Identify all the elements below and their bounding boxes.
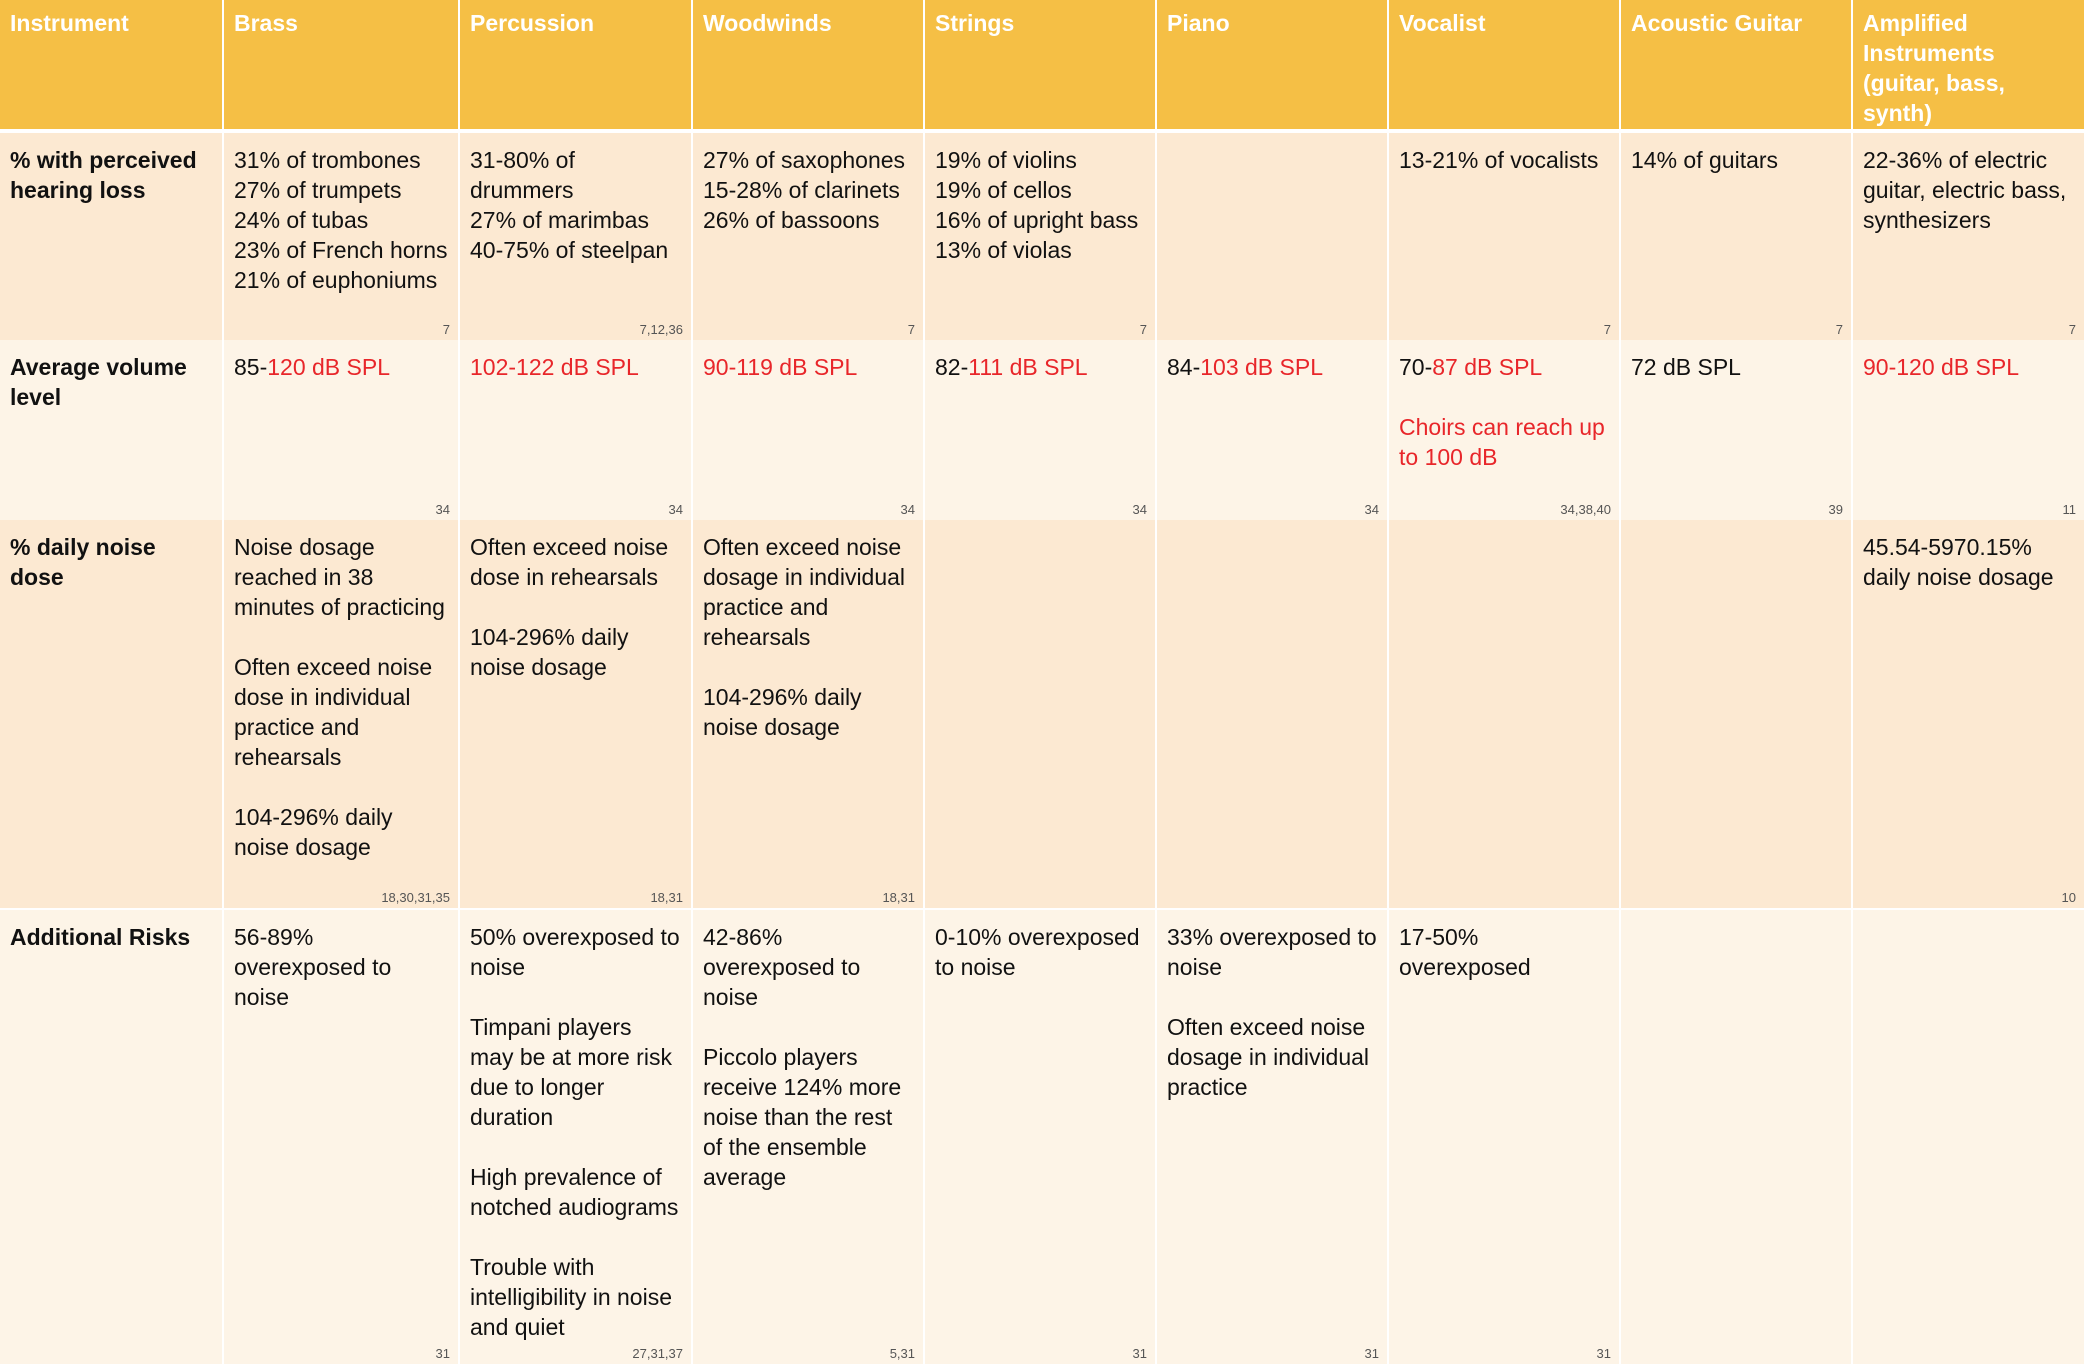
reference-number: 27,31,37 xyxy=(632,1346,683,1361)
risks-woodwinds-cell xyxy=(693,908,923,1364)
risks-strings-text: 0-10% overexposed to noise xyxy=(935,924,1140,980)
hearing-brass-line: 21% of euphoniums xyxy=(234,267,438,293)
row-label-daily-noise-dose: % daily noise dose xyxy=(0,520,222,908)
hearing-percussion-line: 31-80% of drummers xyxy=(470,147,575,203)
volume-amplified-value: 90-120 dB SPL xyxy=(1863,354,2020,380)
volume-vocalist-range xyxy=(1399,352,1609,382)
volume-brass-low: 85- xyxy=(234,354,268,380)
reference-number: 11 xyxy=(2062,502,2076,517)
hearing-woodwinds-line: 26% of bassoons xyxy=(703,207,880,233)
hearing-brass-line: 23% of French horns xyxy=(234,237,448,263)
reference-number: 34 xyxy=(1364,502,1379,517)
row-label-hearing-loss: % with perceived hearing loss xyxy=(0,133,222,340)
reference-number: 18,31 xyxy=(650,890,683,905)
reference-number: 7,12,36 xyxy=(639,322,683,337)
risks-percussion-para: High prevalence of notched audiograms xyxy=(470,1164,679,1220)
dose-piano-cell xyxy=(1157,520,1387,908)
volume-brass-cell xyxy=(224,340,458,520)
reference-number: 31 xyxy=(1132,1346,1147,1361)
risks-piano-para: 33% overexposed to noise xyxy=(1167,924,1377,980)
risks-percussion-para: Timpani players may be at more risk due to longer duration xyxy=(470,1014,672,1130)
risks-piano-cell xyxy=(1157,908,1387,1364)
hearing-woodwinds-line: 15-28% of clarinets xyxy=(703,177,900,203)
volume-piano-high: 103 dB SPL xyxy=(1200,354,1324,380)
risks-vocalist-cell xyxy=(1389,908,1619,1364)
dose-percussion-cell xyxy=(460,520,691,908)
risks-brass-cell xyxy=(224,908,458,1364)
header-vocalist: Vocalist xyxy=(1389,0,1619,133)
reference-number: 18,30,31,35 xyxy=(381,890,450,905)
risks-percussion-para: Trouble with intelligibility in noise and quiet xyxy=(470,1254,672,1340)
volume-woodwinds-value: 90-119 dB SPL xyxy=(703,354,858,380)
hearing-piano-cell xyxy=(1157,133,1387,340)
reference-number: 10 xyxy=(2061,890,2076,905)
volume-amplified-cell xyxy=(1853,340,2084,520)
dose-brass-para: 104-296% daily noise dosage xyxy=(234,804,393,860)
risks-woodwinds-para: Piccolo players receive 124% more noise than the rest of the ensemble average xyxy=(703,1044,902,1190)
header-acoustic-guitar: Acoustic Guitar xyxy=(1621,0,1851,133)
volume-vocalist-cell xyxy=(1389,340,1619,520)
volume-vocalist-high: 87 dB SPL xyxy=(1432,354,1543,380)
reference-number: 5,31 xyxy=(889,1346,915,1361)
hearing-vocalist-text: 13-21% of vocalists xyxy=(1399,147,1599,173)
reference-number: 7 xyxy=(1603,322,1611,337)
hearing-amplified-cell xyxy=(1853,133,2084,340)
volume-woodwinds-cell xyxy=(693,340,923,520)
volume-piano-cell xyxy=(1157,340,1387,520)
risks-amplified-cell xyxy=(1853,908,2084,1364)
volume-guitar-cell xyxy=(1621,340,1851,520)
dose-woodwinds-para: 104-296% daily noise dosage xyxy=(703,684,862,740)
reference-number: 7 xyxy=(442,322,450,337)
dose-strings-cell xyxy=(925,520,1155,908)
header-piano: Piano xyxy=(1157,0,1387,133)
header-percussion: Percussion xyxy=(460,0,691,133)
volume-strings-low: 82- xyxy=(935,354,969,380)
volume-strings-high: 111 dB SPL xyxy=(968,354,1088,380)
hearing-strings-line: 13% of violas xyxy=(935,237,1072,263)
dose-brass-para: Noise dosage reached in 38 minutes of practicing xyxy=(234,534,445,620)
reference-number: 31 xyxy=(1596,1346,1611,1361)
row-label-average-volume: Average volume level xyxy=(0,340,222,520)
reference-number: 7 xyxy=(2068,322,2076,337)
reference-number: 34 xyxy=(900,502,915,517)
reference-number: 18,31 xyxy=(882,890,915,905)
volume-strings-cell xyxy=(925,340,1155,520)
dose-percussion-para: 104-296% daily noise dosage xyxy=(470,624,629,680)
dose-brass-cell xyxy=(224,520,458,908)
dose-percussion-para: Often exceed noise dose in rehearsals xyxy=(470,534,669,590)
volume-vocalist-note: Choirs can reach up to 100 dB xyxy=(1399,414,1605,470)
reference-number: 7 xyxy=(1139,322,1147,337)
header-instrument: Instrument xyxy=(0,0,222,133)
reference-number: 34,38,40 xyxy=(1560,502,1611,517)
risks-guitar-cell xyxy=(1621,908,1851,1364)
dose-brass-para: Often exceed noise dose in individual practice and rehearsals xyxy=(234,654,433,770)
risks-brass-text: 56-89% overexposed to noise xyxy=(234,924,392,1010)
hearing-brass-line: 31% of trombones xyxy=(234,147,421,173)
reference-number: 7 xyxy=(1835,322,1843,337)
hearing-strings-line: 19% of violins xyxy=(935,147,1077,173)
risks-percussion-para: 50% overexposed to noise xyxy=(470,924,680,980)
hearing-amplified-text: 22-36% of electric guitar, electric bass, synthesizers xyxy=(1863,147,2067,233)
hearing-brass-line: 27% of trumpets xyxy=(234,177,402,203)
volume-percussion-value: 102-122 dB SPL xyxy=(470,354,639,380)
hearing-percussion-line: 27% of marimbas xyxy=(470,207,649,233)
risks-strings-cell xyxy=(925,908,1155,1364)
volume-piano-low: 84- xyxy=(1167,354,1201,380)
dose-guitar-cell xyxy=(1621,520,1851,908)
reference-number: 31 xyxy=(1364,1346,1379,1361)
header-strings: Strings xyxy=(925,0,1155,133)
row-label-additional-risks: Additional Risks xyxy=(0,908,222,1364)
dose-vocalist-cell xyxy=(1389,520,1619,908)
volume-vocalist-low: 70- xyxy=(1399,354,1433,380)
reference-number: 7 xyxy=(907,322,915,337)
hearing-strings-line: 16% of upright bass xyxy=(935,207,1139,233)
header-amplified: Amplified Instruments (guitar, bass, synth) xyxy=(1853,0,2084,133)
hearing-percussion-cell xyxy=(460,133,691,340)
hearing-guitar-cell xyxy=(1621,133,1851,340)
volume-brass-high: 120 dB SPL xyxy=(267,354,391,380)
header-woodwinds: Woodwinds xyxy=(693,0,923,133)
risks-woodwinds-para: 42-86% overexposed to noise xyxy=(703,924,861,1010)
hearing-brass-cell xyxy=(224,133,458,340)
reference-number: 31 xyxy=(435,1346,450,1361)
volume-guitar-value: 72 dB SPL xyxy=(1631,354,1741,380)
reference-number: 34 xyxy=(435,502,450,517)
risks-percussion-cell xyxy=(460,908,691,1364)
dose-amplified-text: 45.54-5970.15% daily noise dosage xyxy=(1863,534,2054,590)
reference-number: 34 xyxy=(1132,502,1147,517)
risks-piano-para: Often exceed noise dosage in individual practice xyxy=(1167,1014,1370,1100)
reference-number: 34 xyxy=(668,502,683,517)
dose-woodwinds-cell xyxy=(693,520,923,908)
hearing-strings-cell xyxy=(925,133,1155,340)
dose-woodwinds-para: Often exceed noise dosage in individual practice and rehearsals xyxy=(703,534,906,650)
volume-percussion-cell xyxy=(460,340,691,520)
hearing-guitar-text: 14% of guitars xyxy=(1631,147,1779,173)
hearing-percussion-line: 40-75% of steelpan xyxy=(470,237,669,263)
header-brass: Brass xyxy=(224,0,458,133)
hearing-strings-line: 19% of cellos xyxy=(935,177,1072,203)
hearing-woodwinds-cell xyxy=(693,133,923,340)
reference-number: 39 xyxy=(1828,502,1843,517)
risks-vocalist-text: 17-50% overexposed xyxy=(1399,924,1531,980)
hearing-vocalist-cell xyxy=(1389,133,1619,340)
dose-amplified-cell xyxy=(1853,520,2084,908)
hearing-brass-line: 24% of tubas xyxy=(234,207,369,233)
hearing-woodwinds-line: 27% of saxophones xyxy=(703,147,906,173)
